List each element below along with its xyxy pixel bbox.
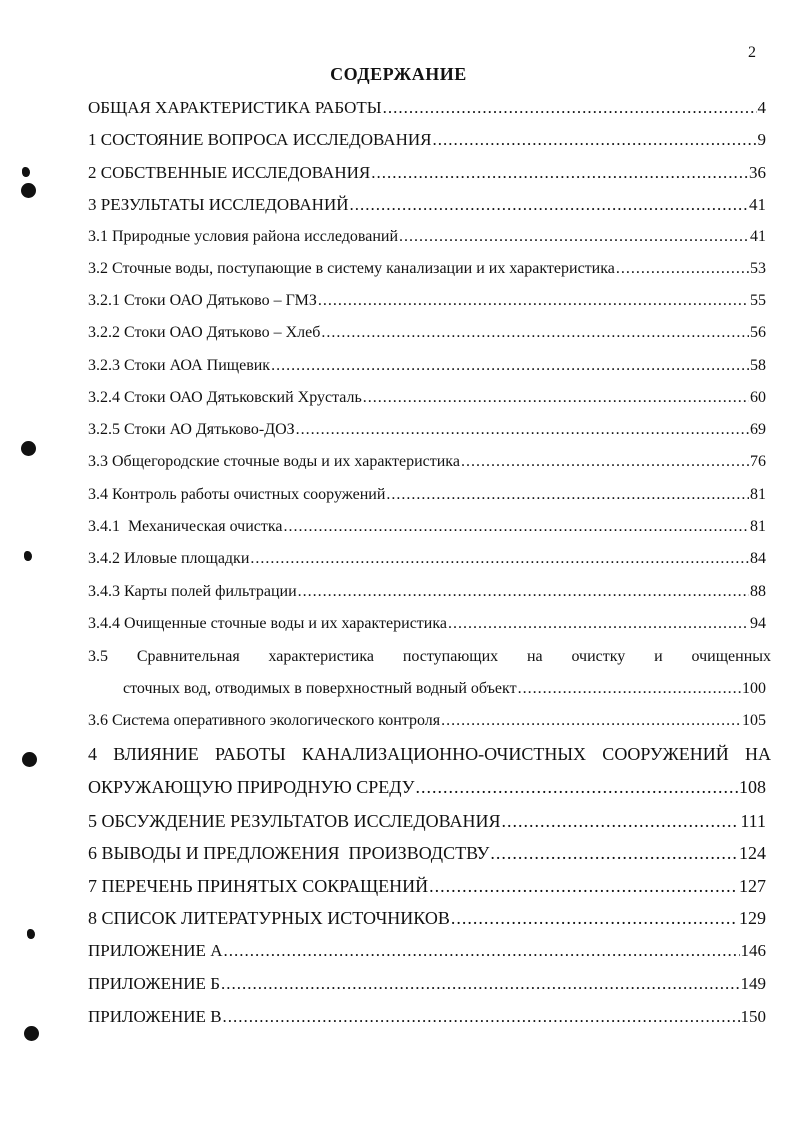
toc-entry-page: 9 <box>757 130 766 149</box>
toc-entry-page: 81 <box>750 518 766 535</box>
toc-entry[interactable] <box>88 453 766 471</box>
scan-mark <box>24 551 32 561</box>
toc-entry-page: 84 <box>750 550 766 567</box>
leader-dots <box>399 228 749 246</box>
toc-entry[interactable] <box>88 941 766 961</box>
toc-entry-label: ОКРУЖАЮЩУЮ ПРИРОДНУЮ СРЕДУ <box>88 777 415 797</box>
toc-entry[interactable] <box>88 908 766 929</box>
leader-dots <box>441 712 741 730</box>
toc-entry-page: 129 <box>739 908 766 928</box>
page-number: 2 <box>748 44 756 61</box>
leader-dots <box>221 974 740 994</box>
toc-entry[interactable] <box>88 130 766 150</box>
toc-entry[interactable] <box>88 1007 766 1027</box>
toc-entry-page: 111 <box>740 811 766 831</box>
toc-entry-page: 41 <box>750 228 766 245</box>
leader-dots <box>363 389 749 407</box>
page-title: СОДЕРЖАНИЕ <box>330 64 467 84</box>
toc-entry[interactable] <box>88 260 766 278</box>
leader-dots <box>386 486 749 504</box>
toc-entry-page: 76 <box>750 453 766 470</box>
toc-entry-label: 3.4.1 Механическая очистка <box>88 518 283 535</box>
toc-entry-page: 105 <box>742 712 766 729</box>
toc-entry-label: 3.4.3 Карты полей фильтрации <box>88 583 297 600</box>
scan-mark <box>22 167 30 177</box>
toc-entry[interactable] <box>88 324 766 342</box>
toc-entry[interactable] <box>88 974 766 994</box>
leader-dots <box>371 163 748 183</box>
toc-entry-line1[interactable]: 4 ВЛИЯНИЕ РАБОТЫ КАНАЛИЗАЦИОННО-ОЧИСТНЫХ СООРУЖЕНИЙ НА <box>88 744 771 764</box>
toc-entry[interactable] <box>88 98 766 118</box>
toc-entry[interactable] <box>88 583 766 601</box>
leader-dots <box>415 777 738 798</box>
toc-entry-page: 53 <box>750 260 766 277</box>
toc-entry-line1[interactable]: 3.5 Сравнительная характеристика поступающих на очистку и очищенных <box>88 648 771 665</box>
toc-entry-page: 4 <box>757 98 766 117</box>
toc-entry-label: 3.4.2 Иловые площадки <box>88 550 250 567</box>
toc-entry-page: 127 <box>739 876 766 896</box>
toc-entry-label: 3.2.2 Стоки ОАО Дятьково – Хлеб <box>88 324 321 341</box>
leader-dots <box>250 550 749 568</box>
toc-entry[interactable] <box>88 292 766 310</box>
binder-hole <box>21 183 36 198</box>
toc-entry[interactable] <box>88 389 766 407</box>
binder-hole <box>24 1026 39 1041</box>
toc-entry-label: 5 ОБСУЖДЕНИЕ РЕЗУЛЬТАТОВ ИССЛЕДОВАНИЯ <box>88 811 501 831</box>
leader-dots <box>383 98 757 118</box>
toc-entry-label: 8 СПИСОК ЛИТЕРАТУРНЫХ ИСТОЧНИКОВ <box>88 908 450 928</box>
toc-entry-label: ПРИЛОЖЕНИЕ В <box>88 1007 222 1026</box>
toc-entry-label: 3.1 Природные условия района исследований <box>88 228 399 245</box>
toc-entry-page: 146 <box>740 941 766 960</box>
toc-entry-page: 41 <box>749 195 766 214</box>
binder-hole <box>21 441 36 456</box>
toc-entry-page: 36 <box>749 163 766 182</box>
toc-entry-page: 69 <box>750 421 766 438</box>
toc-entry-page: 100 <box>742 680 766 697</box>
leader-dots <box>502 811 740 832</box>
toc-entry-page: 60 <box>750 389 766 406</box>
toc-entry[interactable] <box>123 680 766 698</box>
leader-dots <box>490 843 738 864</box>
toc-entry-label: 3.2 Сточные воды, поступающие в систему канализации и их характеристика <box>88 260 615 277</box>
leader-dots <box>223 941 739 961</box>
toc-entry-label: 7 ПЕРЕЧЕНЬ ПРИНЯТЫХ СОКРАЩЕНИЙ <box>88 876 429 896</box>
leader-dots <box>318 292 749 310</box>
leader-dots <box>298 583 749 601</box>
toc-entry[interactable] <box>88 843 766 864</box>
leader-dots <box>518 680 741 698</box>
toc-entry[interactable] <box>88 195 766 215</box>
toc-entry-page: 124 <box>739 843 766 863</box>
toc-entry[interactable] <box>88 486 766 504</box>
toc-entry-page: 88 <box>750 583 766 600</box>
toc-entry[interactable] <box>88 876 766 897</box>
leader-dots <box>271 357 749 375</box>
toc-entry-page: 58 <box>750 357 766 374</box>
leader-dots <box>223 1007 740 1027</box>
toc-entry-page: 55 <box>750 292 766 309</box>
leader-dots <box>616 260 749 278</box>
toc-entry-label: ПРИЛОЖЕНИЕ Б <box>88 974 220 993</box>
toc-entry-page: 108 <box>739 777 766 797</box>
toc-entry-label: 3.2.5 Стоки АО Дятьково-ДОЗ <box>88 421 295 438</box>
toc-entry-label: 6 ВЫВОДЫ И ПРЕДЛОЖЕНИЯ ПРОИЗВОДСТВУ <box>88 843 490 863</box>
toc-entry-page: 150 <box>740 1007 766 1026</box>
toc-entry[interactable] <box>88 228 766 246</box>
toc-entry[interactable] <box>88 712 766 730</box>
scan-mark <box>27 929 35 939</box>
leader-dots <box>321 324 749 342</box>
toc-entry-label: 3.3 Общегородские сточные воды и их характеристика <box>88 453 460 470</box>
binder-hole <box>22 752 37 767</box>
toc-entry-page: 149 <box>740 974 766 993</box>
leader-dots <box>350 195 749 215</box>
leader-dots <box>283 518 749 536</box>
toc-entry-label: 2 СОБСТВЕННЫЕ ИССЛЕДОВАНИЯ <box>88 163 371 182</box>
toc-entry[interactable] <box>88 777 766 798</box>
leader-dots <box>296 421 749 439</box>
toc-entry-label: сточных вод, отводимых в поверхностный водный объект <box>123 680 517 697</box>
toc-entry[interactable] <box>88 811 766 832</box>
toc-entry[interactable] <box>88 357 766 375</box>
leader-dots <box>451 908 738 929</box>
toc-entry-label: ПРИЛОЖЕНИЕ А <box>88 941 223 960</box>
toc-entry-page: 81 <box>750 486 766 503</box>
toc-entry[interactable] <box>88 163 766 183</box>
toc-entry-label: 3.4.4 Очищенные сточные воды и их характеристика <box>88 615 447 632</box>
toc-entry[interactable] <box>88 550 766 568</box>
toc-entry-label: ОБЩАЯ ХАРАКТЕРИСТИКА РАБОТЫ <box>88 98 382 117</box>
leader-dots <box>448 615 749 633</box>
toc-entry-page: 56 <box>750 324 766 341</box>
toc-entry[interactable] <box>88 615 766 633</box>
leader-dots <box>461 453 749 471</box>
toc-entry-label: 3 РЕЗУЛЬТАТЫ ИССЛЕДОВАНИЙ <box>88 195 349 214</box>
toc-entry-label: 3.2.1 Стоки ОАО Дятьково – ГМЗ <box>88 292 317 309</box>
toc-entry-label: 3.2.4 Стоки ОАО Дятьковский Хрусталь <box>88 389 362 406</box>
toc-entry-label: 1 СОСТОЯНИЕ ВОПРОСА ИССЛЕДОВАНИЯ <box>88 130 432 149</box>
toc-entry[interactable] <box>88 421 766 439</box>
leader-dots <box>429 876 738 897</box>
toc-entry-label: 3.2.3 Стоки АОА Пищевик <box>88 357 271 374</box>
toc-entry[interactable] <box>88 518 766 536</box>
toc-entry-label: 3.4 Контроль работы очистных сооружений <box>88 486 386 503</box>
toc-entry-page: 94 <box>750 615 766 632</box>
leader-dots <box>432 130 756 150</box>
toc-entry-label: 3.6 Система оперативного экологического контроля <box>88 712 441 729</box>
